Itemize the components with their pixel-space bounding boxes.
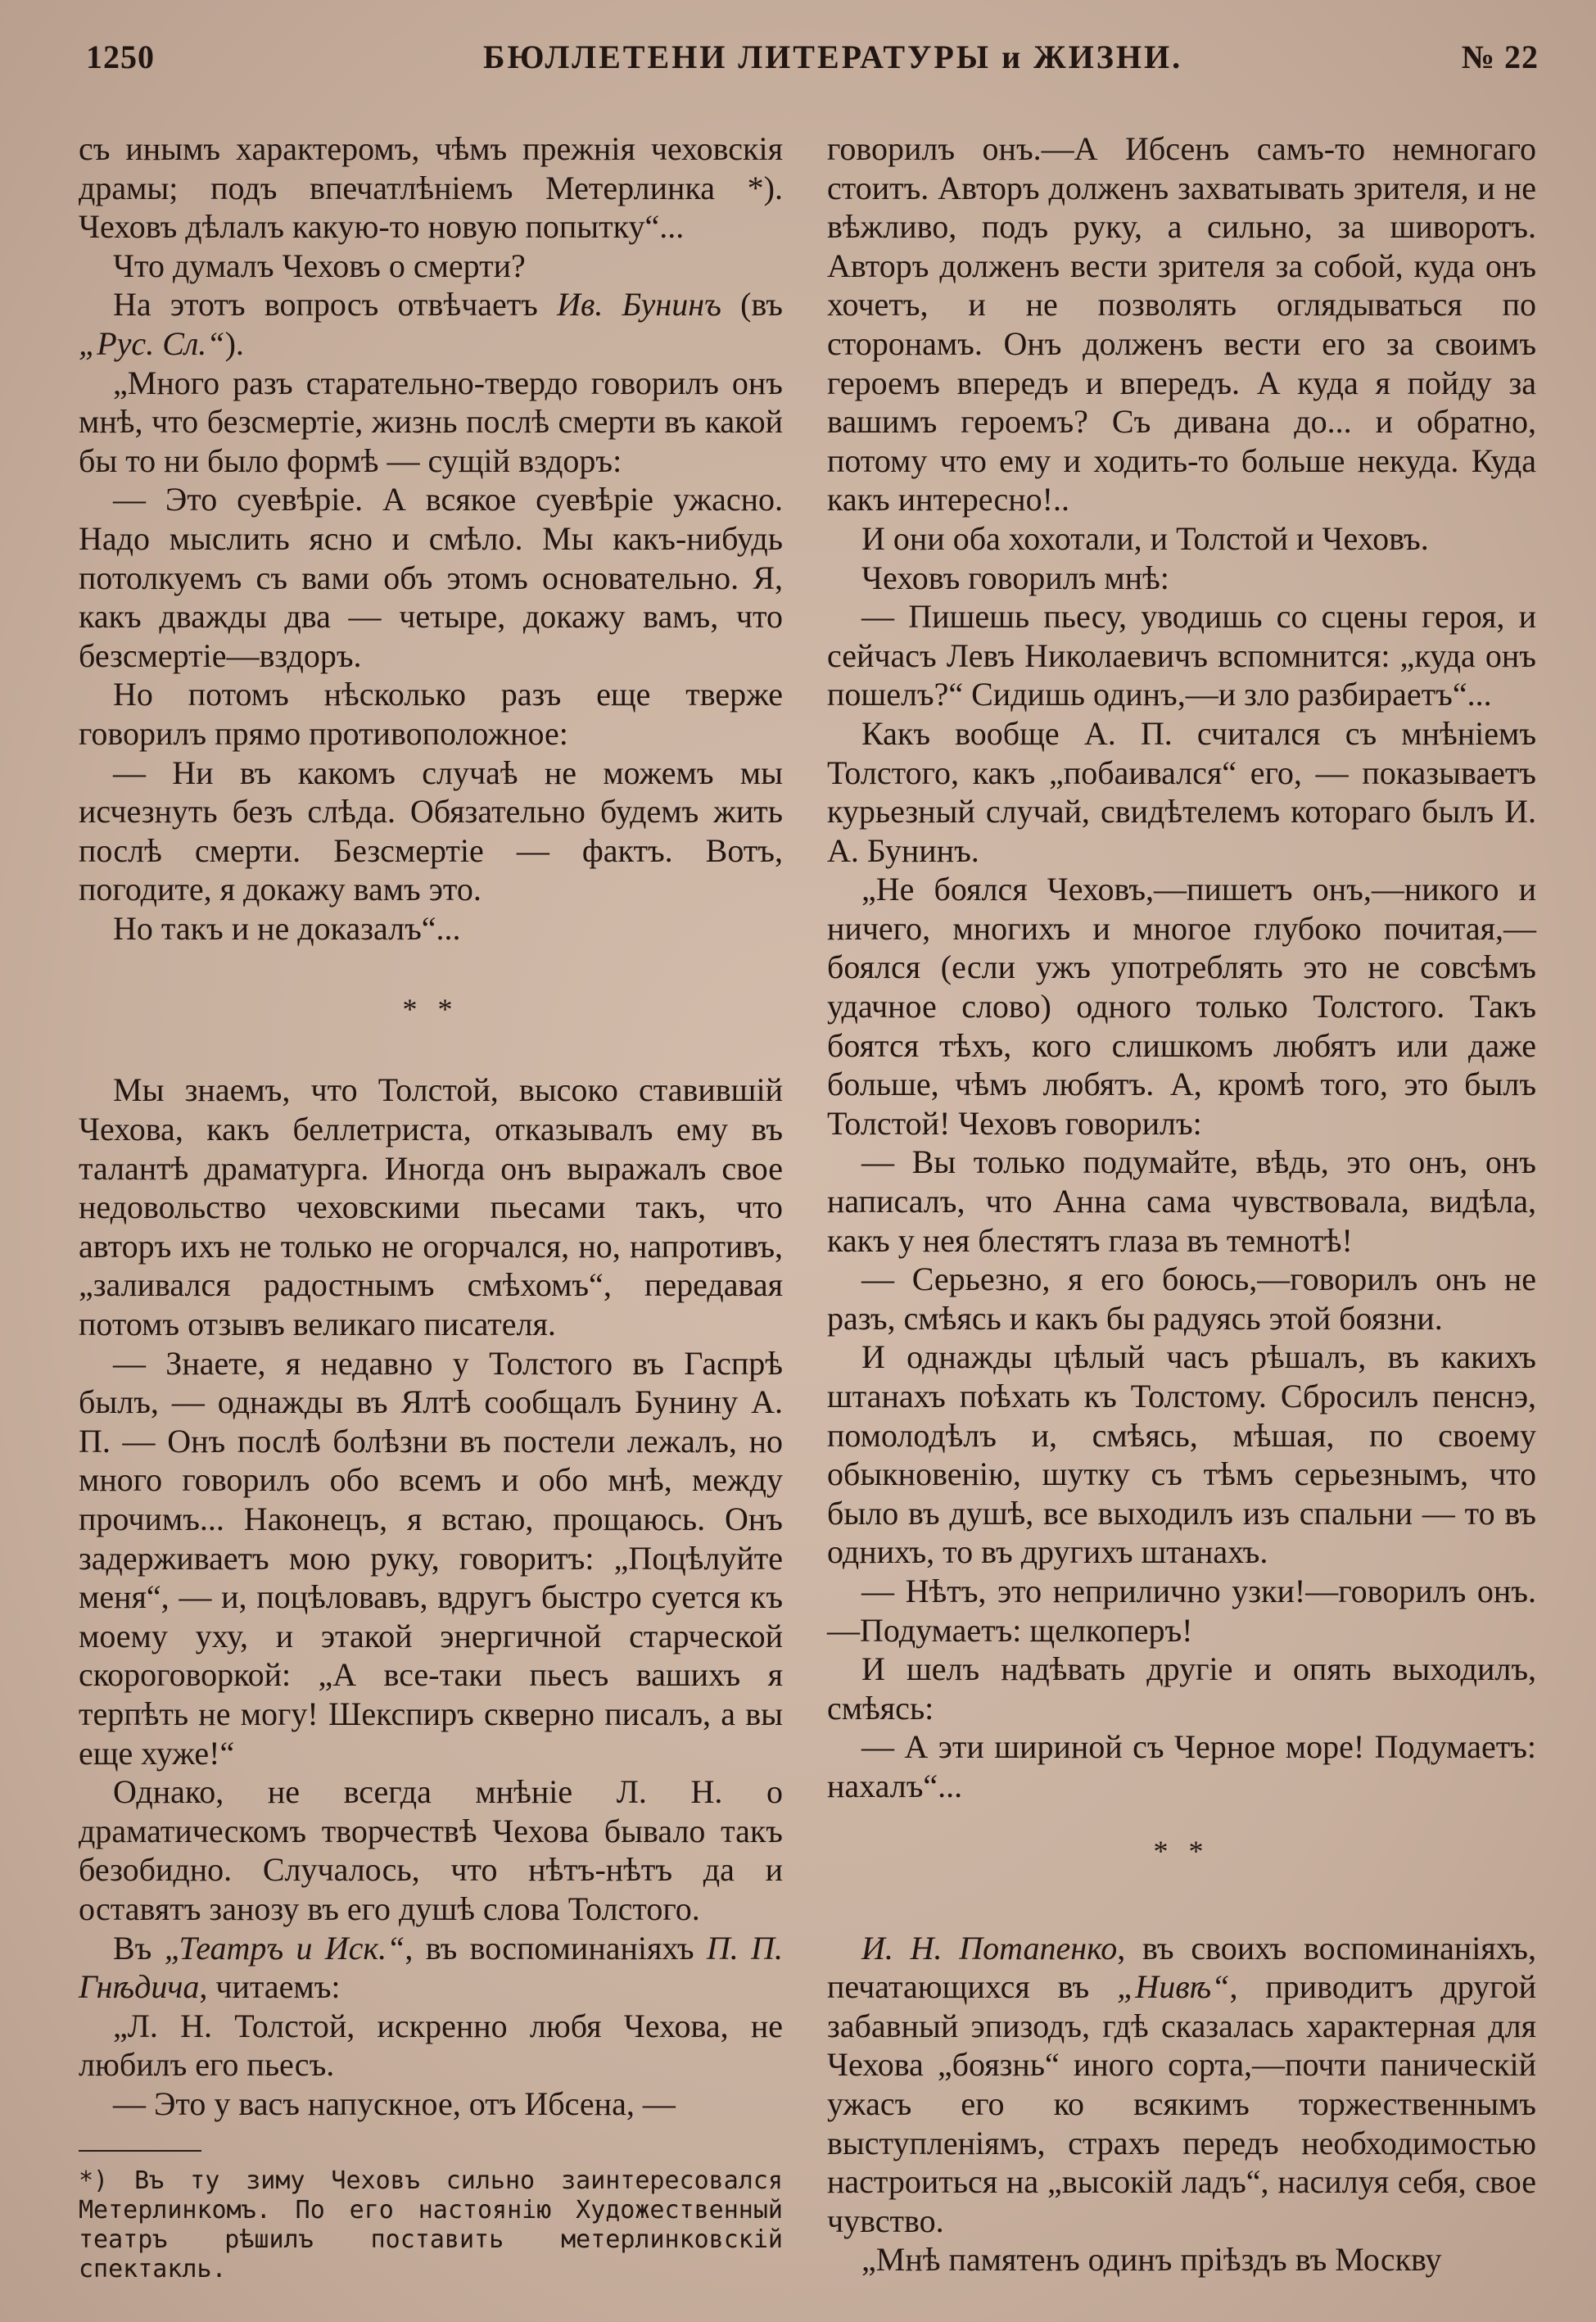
left-column bbox=[79, 129, 783, 2284]
paragraph: Но потомъ нѣсколько разъ еще тверже говорилъ прямо противоположное: bbox=[79, 676, 783, 752]
author-name: Ив. Бунинъ bbox=[557, 286, 721, 324]
paragraph: „Много разъ старательно-твердо говорилъ онъ мнѣ, что безсмертіе, жизнь послѣ смерти въ какой бы то ни было формѣ — сущій вздоръ: bbox=[79, 364, 783, 479]
paragraph: И однажды цѣлый часъ рѣшалъ, въ какихъ штанахъ поѣхать къ Толстому. Сбросилъ пенснэ, помолодѣлъ и, смѣясь, мѣшая, по своему обыкновенію, шутку съ тѣмъ серьезнымъ, что было въ душѣ, все выходилъ изъ спальни — то въ однихъ, то въ другихъ штанахъ. bbox=[827, 1338, 1536, 1571]
paragraph: И. Н. Потапенко, въ своихъ воспоминаніяхъ, печатающихся въ „Нивѣ“, приводитъ другой забавный эпизодъ, гдѣ сказалась характерная для Чехова „боязнь“ иного сорта,—почти паническій ужасъ его ко всякимъ торжественнымъ выступленіямъ, страхъ передъ необходимостью настроиться на „высокій ладъ“, насилуя себя, свое чувство. bbox=[827, 1929, 1536, 2239]
paragraph: съ инымъ характеромъ, чѣмъ прежнія чеховскія драмы; подъ впечатлѣніемъ Метерлинка *). Чеховъ дѣлалъ какую-то новую попытку“... bbox=[79, 130, 783, 246]
paragraph: Однако, не всегда мнѣніе Л. Н. о драматическомъ творчествѣ Чехова бывало такъ безобидно. Случалось, что нѣтъ-нѣтъ да и оставятъ занозу въ его душѣ слова Толстого. bbox=[79, 1773, 783, 1927]
footnote-rule bbox=[79, 2150, 201, 2152]
paragraph: — Ни въ какомъ случаѣ не можемъ мы исчезнуть безъ слѣда. Обязательно будемъ жить послѣ смерти. Безсмертіе — фактъ. Вотъ, погодите, я докажу вамъ это. bbox=[79, 754, 783, 908]
paragraph: Мы знаемъ, что Толстой, высоко ставившій Чехова, какъ беллетриста, отказывалъ ему въ талантѣ драматурга. Иногда онъ выражалъ свое недовольство чеховскими пьесами такъ, что авторъ ихъ не только не огорчался, но, напротивъ, „заливался радостнымъ смѣхомъ“, передавая потомъ отзывъ великаго писателя. bbox=[79, 1071, 783, 1343]
section-separator: * * bbox=[402, 993, 459, 1026]
section-separator: * * bbox=[1153, 1834, 1210, 1867]
paragraph: Чеховъ говорилъ мнѣ: bbox=[861, 559, 1169, 596]
author-name: И. Н. Потапенко bbox=[861, 1929, 1118, 1967]
running-title: БЮЛЛЕТЕНИ ЛИТЕРАТУРЫ и ЖИЗНИ. bbox=[483, 38, 1183, 75]
paragraph: — Это суевѣріе. А всякое суевѣріе ужасно. Надо мыслить ясно и смѣло. Мы какъ-нибудь потолкуемъ съ вами объ этомъ основательно. Я, какъ дважды два — четыре, докажу вамъ, что безсмертіе—вздоръ. bbox=[79, 481, 783, 674]
paragraph: — Это у васъ напускное, отъ Ибсена, — bbox=[113, 2084, 676, 2122]
paragraph: На этотъ вопросъ отвѣчаетъ Ив. Бунинъ (въ „Рус. Сл.“). bbox=[79, 286, 783, 362]
page-number: 1250 bbox=[86, 38, 155, 75]
paragraph: „Не боялся Чеховъ,—пишетъ онъ,—никого и ничего, многихъ и многое глубоко почитая,— боялся (если ужъ употреблять это не совсѣмъ удачное слово) одного только Толстого. Такъ боятся тѣхъ, кого слишкомъ любятъ или даже больше, чѣмъ любятъ. А, кромѣ того, это былъ Толстой! Чеховъ говорилъ: bbox=[827, 871, 1536, 1142]
issue-number: № 22 bbox=[1461, 38, 1539, 75]
paragraph: — Пишешь пьесу, уводишь со сцены героя, и сейчасъ Левъ Николаевичъ вспомнится: „куда онъ пошелъ?“ Сидишь одинъ,—и зло разбираетъ“... bbox=[827, 598, 1536, 713]
paragraph: — Серьезно, я его боюсь,—говорилъ онъ не разъ, смѣясь и какъ бы радуясь этой боязни. bbox=[827, 1261, 1536, 1337]
paragraph: — Вы только подумайте, вѣдь, это онъ, онъ написалъ, что Анна сама чувствовала, видѣла, какъ у нея блестятъ глаза въ темнотѣ! bbox=[827, 1143, 1536, 1259]
paragraph: Какъ вообще А. П. считался съ мнѣніемъ Толстого, какъ „побаивался“ его, — показываетъ курьезный случай, свидѣтелемъ котораго былъ И. А. Бунинъ. bbox=[827, 714, 1536, 869]
paragraph: Но такъ и не доказалъ“... bbox=[113, 909, 461, 947]
paragraph: Въ „Театръ и Иск.“, въ воспоминаніяхъ П. П. Гнѣдича, читаемъ: bbox=[79, 1929, 784, 2006]
source-name: „Нивѣ“ bbox=[1117, 1968, 1230, 2006]
paragraph: — Нѣтъ, это неприлично узки!—говорилъ онъ.—Подумаетъ: щелкоперъ! bbox=[827, 1572, 1536, 1649]
paragraph: — А эти шириной съ Черное море! Подумаетъ: нахалъ“... bbox=[827, 1728, 1536, 1804]
paragraph: говорилъ онъ.—А Ибсенъ самъ-то немногаго стоитъ. Авторъ долженъ захватывать зрителя, и не вѣжливо, подъ руку, а сильно, за шиворотъ. Авторъ долженъ вести зрителя за собой, куда онъ хочетъ, и не позволять оглядываться по сторонамъ. Онъ долженъ вести его за своимъ героемъ впередъ и впередъ. А куда я пойду за вашимъ героемъ? Съ дивана до... и обратно, потому что ему и ходить-то больше некуда. Куда какъ интересно!.. bbox=[827, 130, 1536, 518]
author-name: П. П. Гнѣдича bbox=[79, 1929, 784, 2006]
paragraph: И они оба хохотали, и Толстой и Чеховъ. bbox=[861, 519, 1429, 557]
source-name: „Театръ и Иск.“ bbox=[164, 1929, 405, 1967]
paragraph: — Знаете, я недавно у Толстого въ Гаспрѣ былъ, — однажды въ Ялтѣ сообщалъ Бунину А. П. — Онъ послѣ болѣзни въ постели лежалъ, но много говорилъ обо всемъ и обо мнѣ, между прочимъ... Наконецъ, я встаю, прощаюсь. Онъ задерживаетъ мою руку, говоритъ: „Поцѣлуйте меня“, — и, поцѣловавъ, вдругъ быстро суется къ моему уху, и этакой энергичной старческой скороговоркой: „А все-таки пьесъ вашихъ я терпѣть не могу! Шекспиръ скверно писалъ, а вы еще хуже!“ bbox=[79, 1344, 783, 1772]
paragraph: И шелъ надѣвать другіе и опять выходилъ, смѣясь: bbox=[827, 1650, 1536, 1727]
source-name: „Рус. Сл.“ bbox=[79, 324, 225, 362]
footnote: *) Въ ту зиму Чеховъ сильно заинтересовался Метерлинкомъ. По его настоянію Художественный театръ рѣшилъ поставить метерлинковскій спектакль. bbox=[79, 2166, 783, 2284]
right-column bbox=[827, 129, 1536, 2279]
page-header bbox=[78, 31, 1539, 88]
paragraph: „Л. Н. Толстой, искренно любя Чехова, не любилъ его пьесъ. bbox=[79, 2007, 783, 2084]
paragraph: Что думалъ Чеховъ о смерти? bbox=[113, 247, 526, 284]
paragraph: „Мнѣ памятенъ одинъ пріѣздъ въ Москву bbox=[861, 2241, 1442, 2279]
